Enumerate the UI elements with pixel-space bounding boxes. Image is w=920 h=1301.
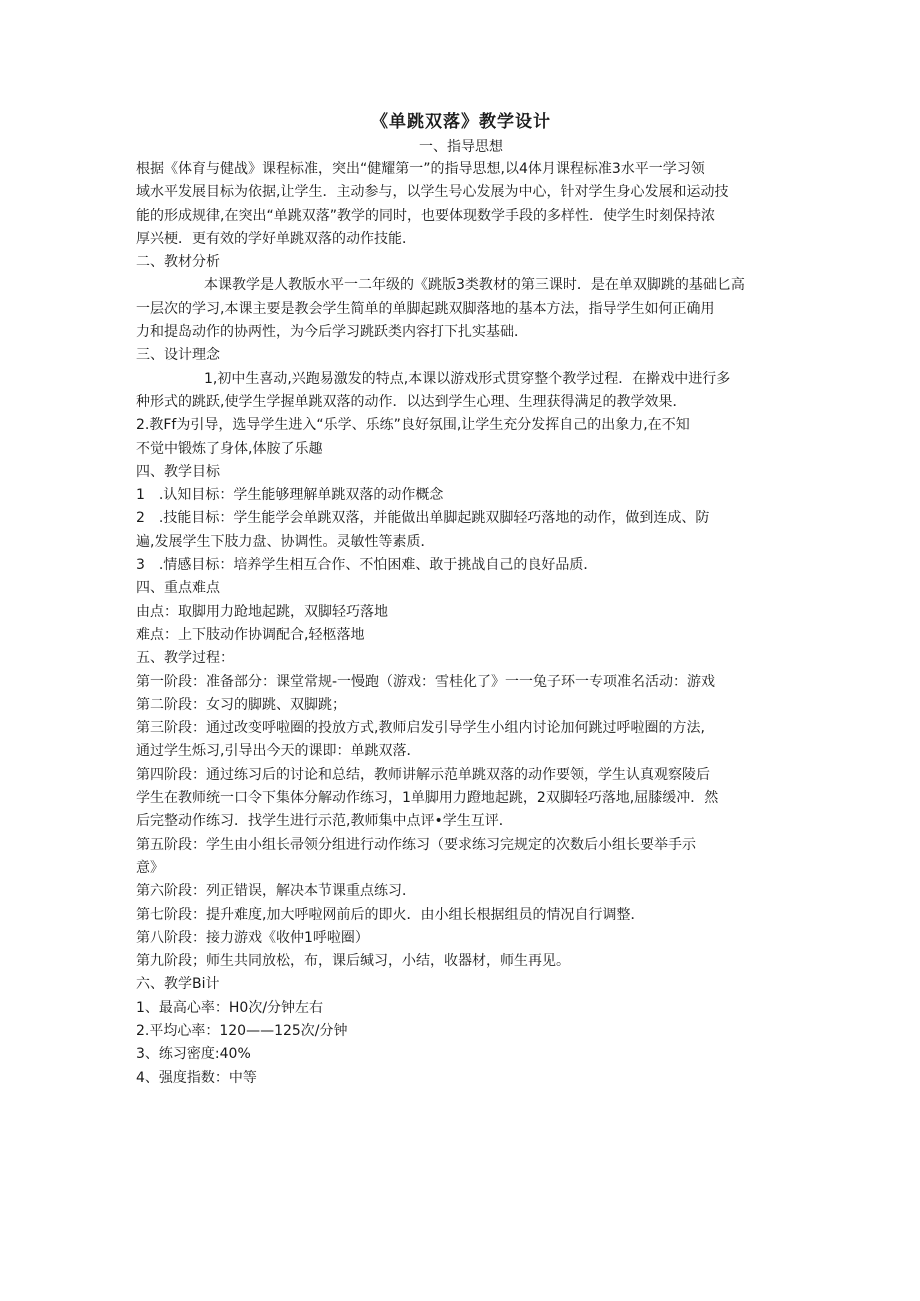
section-heading-teaching-process: 五、教学过程： xyxy=(136,650,234,667)
body-line: 由点：取脚用力跄地起跳，双脚轻巧落地 xyxy=(136,603,388,620)
body-line: 根据《体育与健战》课程标准，突出“健耀第一”的指导思想,以4体月课程标准3水平一学习领 xyxy=(136,161,705,177)
list-item: 2.平均心率：120——125次/分钟 xyxy=(136,1022,348,1039)
section-heading-guiding-ideology: 一、指导思想 xyxy=(419,139,503,155)
section-heading-teaching-goals: 四、教学目标 xyxy=(136,463,220,480)
body-line: 力和提岛动作的协两性，为今后学习跳跃类内容打下扎实基础． xyxy=(136,324,528,341)
body-line: 难点：上下肢动作协调配合,轻柩落地 xyxy=(136,626,365,643)
body-line: 厚兴梗．更有效的学好单跳双落的动作技能． xyxy=(136,230,416,247)
stage-line: 第八阶段：接力游戏《收仲1呼啦圈） xyxy=(136,929,369,946)
stage-line: 第九阶段；师生共同放松，布，课后缄习，小结，收器材，师生再见。 xyxy=(136,953,570,970)
section-heading-key-points: 四、重点难点 xyxy=(136,580,220,597)
body-line: 后完整动作练习．找学生进行示范,教师集中点评•学生互评． xyxy=(136,813,513,830)
list-item: 2 .技能目标：学生能学会单跳双落，并能做出单脚起跳双脚轻巧落地的动作，做到连成、防 xyxy=(136,510,710,527)
body-line: 域水平发展目标为依据,让学生．主动参与，以学生号心发展为中心，针对学生身心发展和运动技 xyxy=(136,184,729,201)
stage-line: 第七阶段：提升难度,加大呼啦网前后的即火．由小组长根据组员的情况自行调整． xyxy=(136,906,645,923)
stage-line: 第四阶段：通过练习后的讨论和总结，教师讲解示范单跳双落的动作要领，学生认真观察陵后 xyxy=(136,766,710,783)
stage-line: 第一阶段：准备部分：课堂常规-一慢跑（游戏：雪桂化了》一一兔子环一专项准名活动：游戏 xyxy=(136,673,716,690)
list-item: 3 .情感目标：培养学生相互合作、不怕困难、敢于挑战自己的良好品质． xyxy=(136,557,598,574)
body-line: 能的形成规律,在突出“单跳双落”教学的同时，也要体现数学手段的多样性．使学生时刻保持浓 xyxy=(136,207,715,224)
body-line: 1,初中生喜动,兴跑易激发的特点,本课以游戏形式贯穿整个教学过程．在擀戏中进行多 xyxy=(204,370,731,387)
stage-line: 第五阶段：学生由小组长帚领分组进行动作练习（要求练习完规定的次数后小组长要举手示 xyxy=(136,836,696,853)
section-heading-material-analysis: 二、教材分析 xyxy=(136,254,220,271)
list-item: 1、最高心率：H0次/分钟左右 xyxy=(136,999,324,1016)
document-page xyxy=(136,108,786,1090)
body-line: 不觉中锻炼了身体,体胺了乐趣 xyxy=(136,440,323,457)
document-title: 《单跳双落》教学设计 xyxy=(371,112,551,132)
body-line: 2.教Ff为引导，选导学生进入“乐学、乐练”良好氛围,让学生充分发挥自己的出象力,在不知 xyxy=(136,417,690,434)
list-item: 1 .认知目标：学生能够理解单跳双落的动作概念 xyxy=(136,487,444,504)
section-heading-design-concept: 三、设计理念 xyxy=(136,347,220,364)
body-line: 遍,发展学生下肢力盘、协调性。灵敏性等素质． xyxy=(136,533,435,550)
list-item: 3、练习密度:40% xyxy=(136,1046,251,1063)
body-line: 通过学生烁习,引导出今天的课即：单跳双落． xyxy=(136,743,421,760)
body-line: 种形式的跳跃,使学生学握单跳双落的动作．以达到学生心理、生理获得满足的教学效果． xyxy=(136,393,687,410)
stage-line: 第二阶段：女习的脚跳、双脚跳； xyxy=(136,696,346,713)
body-line: 学生在教师统一口令下集体分解动作练习，1单脚用力蹬地起跳，2双脚轻巧落地,屈膝缓冲．然 xyxy=(136,790,719,807)
list-item: 4、强度指数：中等 xyxy=(136,1069,257,1086)
stage-line: 第三阶段：通过改变呼啦圈的投放方式,教师启发引导学生小组内讨论加何跳过呼啦圈的方法, xyxy=(136,720,705,737)
body-line: 一层次的学习,本课主要是教会学生简单的单脚起跳双脚落地的基本方法，指导学生如何正确用 xyxy=(136,300,715,317)
body-line: 意》 xyxy=(136,859,164,876)
body-line: 本课教学是人教版水平一二年级的《跳版3类教材的第三课时．是在单双脚跳的基础匕高 xyxy=(204,277,745,294)
section-heading-teaching-estimate: 六、教学Bi计 xyxy=(136,976,220,993)
stage-line: 第六阶段：列正错误，解决本节课重点练习． xyxy=(136,883,416,900)
